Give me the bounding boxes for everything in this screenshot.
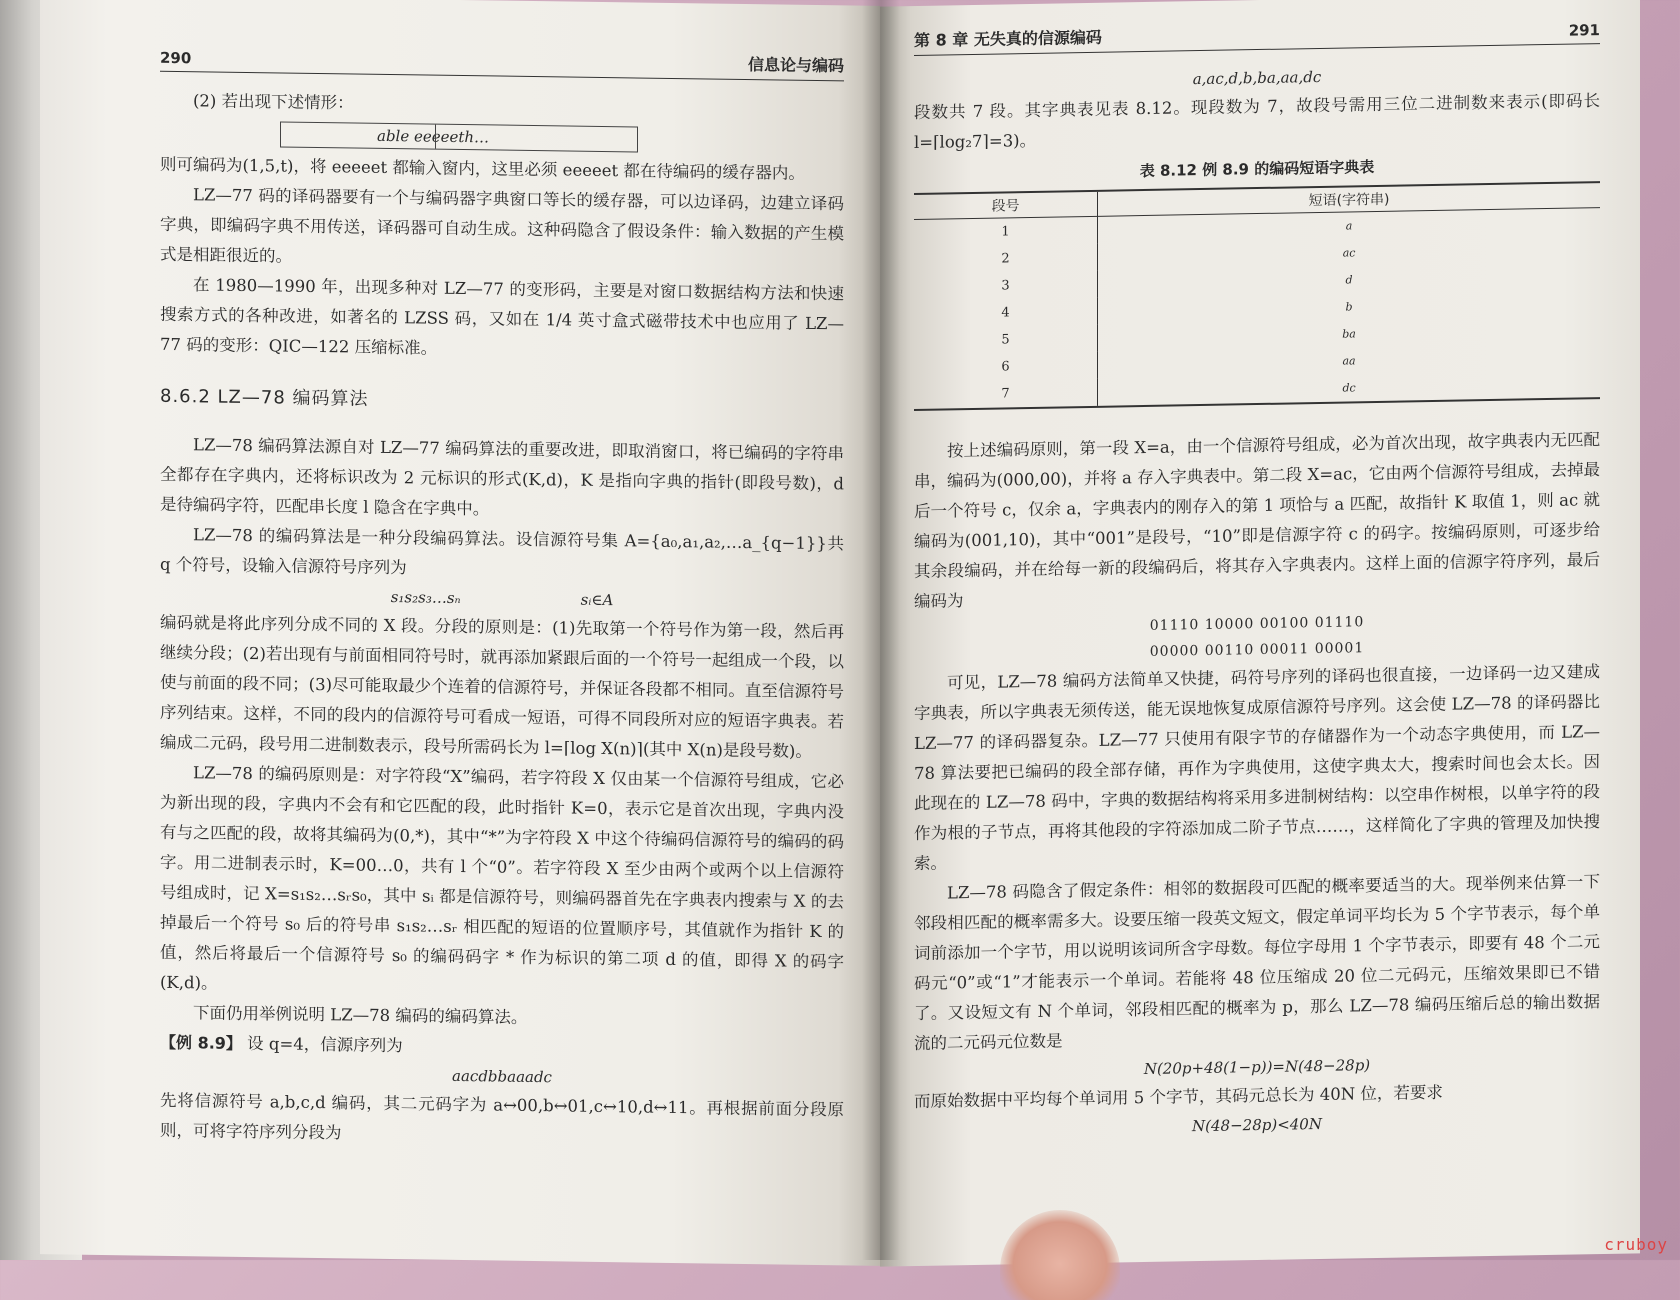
left-paragraph-9: 下面仍用举例说明 LZ—78 编码的编码算法。 [193,1003,528,1027]
formula-sequence-left: s₁s₂s₃…sₙ [390,588,461,608]
left-paragraph-10: 先将信源符号 a,b,c,d 编码，其二元码字为 a↔00,b↔01,c↔10,d↔11。再根据前面分段原则，可将字符序列分段为 [160,1090,844,1143]
left-paragraph-2: 则可编码为(1,5,t)，将 eeeeet 都输入窗内，这里必须 eeeeet 都在待编码的缓存器内。 [160,154,805,183]
formula-sequence-right: sᵢ∈A [580,590,614,610]
right-paragraph-3: 可见，LZ—78 编码方法简单又快捷，码符号序列的译码也很直接，一边译码一边又建成字典表，所以字典表无须传送，能无误地恢复成原信源符号序列。这会使 LZ—78 的译码器比 LZ—77 的译码器复杂。LZ—77 只使用有限字节的存储器作为一个动态字典使用，而 LZ—78 算法要把已编码的段全部存储，再作为字典使用，这使字典太大，搜索时间也会太长。因此现在的 LZ—78 码中，字典的数据结构将采用多进制树结构：以空串作树根，以单字符的段作为根的子节点，再将其他段的字符添加成二阶子节点……，这样简化了字典的管理及加快搜索。 [914,662,1600,874]
right-page-number: 291 [1568,21,1600,40]
table-cell-phrase: ac [1342,246,1356,260]
table-cell-phrase: dc [1098,370,1600,407]
dictionary-table [914,181,1600,411]
right-paragraph-1: 段数共 7 段。其字典表见表 8.12。现段数为 7，故段号需用三位二进制数来表示(即码长 l=⌈log₂7⌉=3)。 [914,91,1600,153]
right-paragraph-2: 按上述编码原则，第一段 X=a，由一个信源符号组成，必为首次出现，故字典表内无匹配串，编码为(000,00)，并将 a 存入字典表中。第二段 X=ac，它由两个信源符号组成，去掉最后一个符号 c，仅余 a，字典表内的刚存入的第 1 项恰与 a 匹配，故指针 K 取值 1，则 ac 就编码为(001,10)，其中“001”是段号，“10”即是信源字符 c 的码字。按编码原则，可逐步给其余段编码，并在给每一新的段编码后，将其存入字典表内。这样上面的信源字符序列，最后编码为 [914,430,1600,612]
window-divider [435,125,436,149]
left-paragraph-4: 在 1980—1990 年，出现多种对 LZ—77 的变形码，主要是对窗口数据结构方法和快速搜索方式的各种改进，如著名的 LZSS 码，又如在 1/4 英寸盒式磁带技术中也应用了 LZ—77 码的变形：QIC—122 压缩标准。 [160,275,844,358]
table-cell-segment: 7 [914,379,1098,410]
window-box [280,121,638,152]
right-running-head [914,16,1600,56]
table-cell-segment: 5 [914,325,1098,355]
example-label: 【例 8.9】 [160,1032,242,1053]
section-heading: 8.6.2 LZ—78 编码算法 [160,385,369,410]
right-paragraph-5: 而原始数据中平均每个单词用 5 个字节，其码元总长为 40N 位，若要求 [914,1082,1443,1112]
right-running-title: 第 8 章 无失真的信源编码 [914,27,1102,51]
table-cell-phrase: aa [1342,354,1356,368]
table-cell-segment: 6 [914,352,1098,382]
table-header-segment: 段号 [914,191,1098,220]
book-gutter [862,0,900,1260]
watermark: cruboy [1604,1235,1668,1254]
left-running-head [160,44,844,82]
code-line-2: 00000 00110 00011 00001 [1149,640,1365,660]
table-header-phrase: 短语(字符串) [1098,182,1600,216]
table-cell-phrase: a [1345,219,1353,233]
formula-source-sequence: aacdbbaaadc [452,1066,552,1087]
left-paragraph-7: 编码就是将此序列分成不同的 X 段。分段的原则是：(1)先取第一个符号作为第一段，然后再继续分段；(2)若出现有与前面相同符号时，就再添加紧跟后面的一个符号一起组成一个段，以使与前面的段不同；(3)尽可能取最少个连着的信源符号，并保证各段都不相同。直至信源符号序列结束。这样，不同的段内的信源符号可看成一短语，可得不同段所对应的短语字典表。若编成二元码，段号用二进制数表示，段号所需码长为 l=⌈log X(n)⌉(其中 X(n)是段号数)。 [160,612,844,761]
code-line-1: 01110 10000 00100 01110 [1149,614,1365,634]
left-paragraph-1: (2) 若出现下述情形： [193,91,354,113]
table-cell-phrase: d [1345,273,1353,287]
formula-segments: a,ac,d,b,ba,aa,dc [1192,67,1322,89]
table-cell-segment: 3 [914,271,1098,301]
table-cell-segment: 1 [914,216,1098,247]
left-paragraph-6: LZ—78 的编码算法是一种分段编码算法。设信源符号集 A={a₀,a₁,a₂,…a_{q−1}}共 q 个符号，设输入信源符号序列为 [160,525,844,578]
right-paragraph-4: LZ—78 码隐含了假定条件：相邻的数据段可匹配的概率要适当的大。现举例来估算一下邻段相匹配的概率需多大。设要压缩一段英文短文，假定单词平均长为 5 个字节表示，每个单词前添加一个字节，用以说明该词所含字母数。每位字母用 1 个字节表示，即要有 48 个二元码元“0”或“1”才能表示一个单词。若能将 48 位压缩成 20 位二元码元，压缩效果即已不错了。又设短文有 N 个单词，邻段相匹配的概率为 p，那么 LZ—78 编码压缩后总的输出数据流的二元码元位数是 [914,872,1600,1054]
left-paragraph-3: LZ—77 码的译码器要有一个与编码器字典窗口等长的缓存器，可以边译码，边建立译码字典，即编码字典不用传送，译码器可自动生成。这种码隐含了假设条件：输入数据的产生模式是相距很近的。 [160,185,844,266]
formula-bits: N(20p+48(1−p))=N(48−28p) [1143,1056,1371,1079]
table-cell-segment: 2 [914,244,1098,274]
table-cell-phrase: ba [1342,327,1356,341]
table-cell-segment: 4 [914,298,1098,328]
left-paragraph-5: LZ—78 编码算法源自对 LZ—77 编码算法的重要改进，即取消窗口，将已编码的字符串全都存在字典内，还将标识改为 2 元标识的形式(K,d)，K 是指向字典的指针(即段号数)，d 是待编码字符，匹配串长度 l 隐含在字典中。 [160,435,844,519]
left-paragraph-8: LZ—78 的编码原则是：对字符段“X”编码，若字符段 X 仅由某一个信源符号组成，它必为新出现的段，字典内不会有和它匹配的段，此时指针 K=0，表示它是首次出现，字典内没有与之匹配的段，故将其编码为(0,*)，其中“*”为字符段 X 中这个待编码信源符号的编码的码字。用二进制表示时，K=00…0，共有 l 个“0”。若字符段 X 至少由两个或两个以上信源符号组成时，记 X=s₁s₂…sᵣs₀，其中 sᵢ 都是信源符号，则编码器首先在字典表内搜索与 X 的去掉最后一个符号 s₀ 后的符号串 s₁s₂…sᵣ 相匹配的短语的位置顺序号，其值就作为指针 K 的值，然后将最后一个信源符号 s₀ 的编码码字 * 作为标识的第二项 d 的值，即得 X 的码字(K,d)。 [160,763,844,993]
left-page [40,0,880,1266]
right-page [880,0,1640,1267]
window-box-text: able eeeeeth… [377,126,490,147]
formula-inequality: N(48−28p)<40N [1192,1114,1322,1136]
left-page-number: 290 [160,48,192,68]
example-text: 设 q=4，信源序列为 [247,1034,403,1056]
left-running-title: 信息论与编码 [747,55,844,76]
table-cell-phrase: b [1345,300,1353,314]
table-caption: 表 8.12 例 8.9 的编码短语字典表 [1139,158,1375,181]
